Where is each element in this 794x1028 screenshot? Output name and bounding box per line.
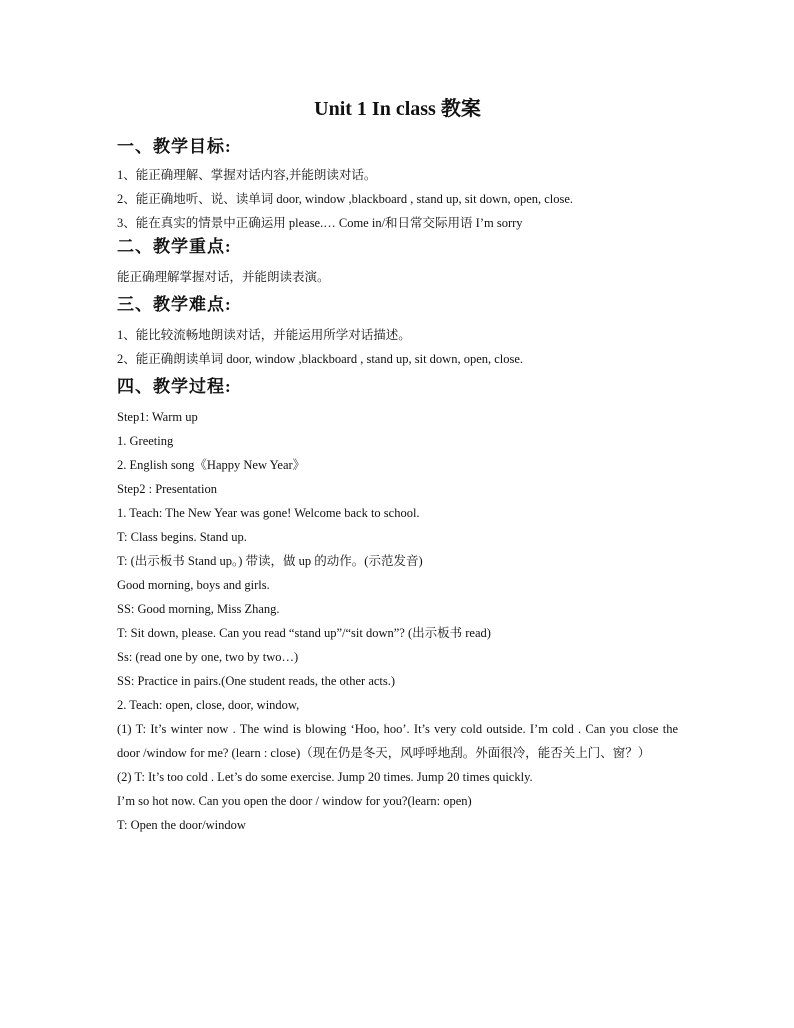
procedure-line: (2) T: It’s too cold . Let’s do some exercise. Jump 20 times. Jump 20 times quickly. [117,770,533,784]
objective-line-2: 2、能正确地听、说、读单词 door, window ,blackboard , stand up, sit down, open, close. [117,192,574,206]
procedure-line: Step1: Warm up [117,410,198,424]
procedure-line: SS: Practice in pairs.(One student reads, the other acts.) [117,674,396,688]
section-heading-objectives: 一、教学目标: [117,137,232,156]
procedure-line: T: Sit down, please. Can you read “stand up”/“sit down”? (出示板书 read) [117,626,491,640]
procedure-line: SS: Good morning, Miss Zhang. [117,602,280,616]
procedure-line: I’m so hot now. Can you open the door / window for you?(learn: open) [117,794,472,808]
procedure-line: Step2 : Presentation [117,482,217,496]
procedure-paragraph: (1) T: It’s winter now . The wind is blowing ‘Hoo, hoo’. It’s very cold outside. I’m cold . Can you close the door /window for me? (learn : close)（现在仍是冬天，风呼呼地刮。外面很冷，能否关上门、窗？） [117,722,678,760]
procedure-line: Good morning, boys and girls. [117,578,270,592]
procedure-line: T: Open the door/window [117,818,246,832]
procedure-line: 1. Teach: The New Year was gone! Welcome back to school. [117,506,420,520]
objective-line-3: 3、能在真实的情景中正确运用 please.… Come in/和日常交际用语 I’m sorry [117,216,523,230]
key-point-line-1: 能正确理解掌握对话，并能朗读表演。 [117,270,330,284]
difficulty-line-2: 2、能正确朗读单词 door, window ,blackboard , stand up, sit down, open, close. [117,352,524,366]
document-title: Unit 1 In class 教案 [314,98,481,120]
procedure-line: T: (出示板书 Stand up。) 带读，做 up 的动作。(示范发音) [117,554,423,568]
section-heading-difficulties: 三、教学难点: [117,295,232,314]
section-heading-procedure: 四、教学过程: [117,377,232,396]
procedure-line: 2. Teach: open, close, door, window, [117,698,300,712]
procedure-line: 1. Greeting [117,434,174,448]
objective-line-1: 1、能正确理解、掌握对话内容,并能朗读对话。 [117,168,377,182]
procedure-line: T: Class begins. Stand up. [117,530,247,544]
section-heading-key-points: 二、教学重点: [117,237,232,256]
procedure-line: 2. English song《Happy New Year》 [117,458,306,472]
difficulty-line-1: 1、能比较流畅地朗读对话，并能运用所学对话描述。 [117,328,411,342]
procedure-line: Ss: (read one by one, two by two…) [117,650,299,664]
